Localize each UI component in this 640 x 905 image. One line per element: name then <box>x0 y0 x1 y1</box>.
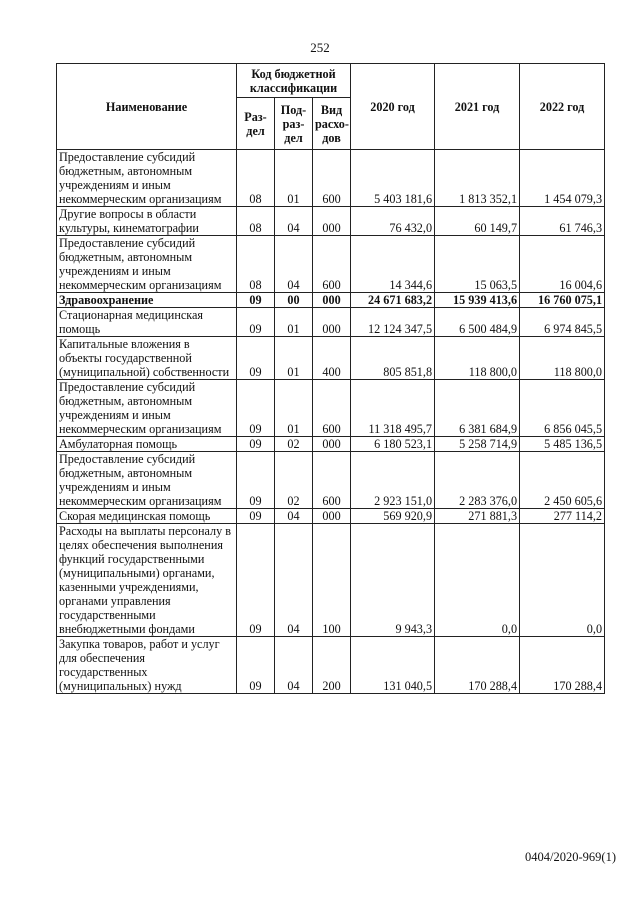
row-2022-cell: 118 800,0 <box>520 337 605 380</box>
row-name-cell: Предоставление субсидий бюджетным, автономным учреждениям и иным некоммерческим организациям <box>57 380 237 437</box>
row-name-cell: Капитальные вложения в объекты государственной (муниципальной) собственности <box>57 337 237 380</box>
column-header-2020: 2020 год <box>351 64 435 150</box>
row-section-cell: 09 <box>237 337 275 380</box>
row-subsection-cell: 04 <box>275 637 313 694</box>
row-subsection-cell: 00 <box>275 293 313 308</box>
row-2022-cell: 170 288,4 <box>520 637 605 694</box>
row-expense-type-cell: 600 <box>313 452 351 509</box>
row-2021-cell: 15 939 413,6 <box>435 293 520 308</box>
row-2021-cell: 271 881,3 <box>435 509 520 524</box>
row-section-cell: 08 <box>237 236 275 293</box>
row-expense-type-cell: 100 <box>313 524 351 637</box>
row-expense-type-cell: 400 <box>313 337 351 380</box>
row-2020-cell: 11 318 495,7 <box>351 380 435 437</box>
row-2020-cell: 14 344,6 <box>351 236 435 293</box>
row-section-cell: 09 <box>237 637 275 694</box>
row-subsection-cell: 01 <box>275 380 313 437</box>
row-2022-cell: 5 485 136,5 <box>520 437 605 452</box>
table-row <box>57 452 605 509</box>
table-row <box>57 308 605 337</box>
row-name-cell: Предоставление субсидий бюджетным, автономным учреждениям и иным некоммерческим организациям <box>57 236 237 293</box>
row-2021-cell: 0,0 <box>435 524 520 637</box>
row-2020-cell: 6 180 523,1 <box>351 437 435 452</box>
row-2021-cell: 1 813 352,1 <box>435 150 520 207</box>
table-row <box>57 380 605 437</box>
row-section-cell: 09 <box>237 509 275 524</box>
row-2021-cell: 170 288,4 <box>435 637 520 694</box>
row-2022-cell: 61 746,3 <box>520 207 605 236</box>
row-2022-cell: 0,0 <box>520 524 605 637</box>
column-header-section: Раз- дел <box>237 98 275 150</box>
table-row <box>57 236 605 293</box>
table-row <box>57 637 605 694</box>
row-subsection-cell: 01 <box>275 308 313 337</box>
row-name-cell: Закупка товаров, работ и услуг для обеспечения государственных (муниципальных) нужд <box>57 637 237 694</box>
row-2021-cell: 118 800,0 <box>435 337 520 380</box>
row-name-cell: Другие вопросы в области культуры, кинематографии <box>57 207 237 236</box>
budget-table <box>56 63 605 694</box>
table-row <box>57 337 605 380</box>
row-name-cell: Предоставление субсидий бюджетным, автономным учреждениям и иным некоммерческим организациям <box>57 150 237 207</box>
row-section-cell: 09 <box>237 308 275 337</box>
row-2020-cell: 131 040,5 <box>351 637 435 694</box>
row-section-cell: 09 <box>237 437 275 452</box>
row-2022-cell: 1 454 079,3 <box>520 150 605 207</box>
row-2022-cell: 16 760 075,1 <box>520 293 605 308</box>
table-row <box>57 207 605 236</box>
row-subsection-cell: 04 <box>275 207 313 236</box>
row-name-cell: Расходы на выплаты персоналу в целях обеспечения выполнения функций государственными (муниципальными) органами, казенными учреждениями, органами управления государственными внебюджетными фондами <box>57 524 237 637</box>
row-expense-type-cell: 000 <box>313 437 351 452</box>
row-name-cell: Скорая медицинская помощь <box>57 509 237 524</box>
row-expense-type-cell: 000 <box>313 293 351 308</box>
row-2021-cell: 2 283 376,0 <box>435 452 520 509</box>
row-2022-cell: 2 450 605,6 <box>520 452 605 509</box>
row-subsection-cell: 04 <box>275 509 313 524</box>
row-2020-cell: 805 851,8 <box>351 337 435 380</box>
row-2020-cell: 12 124 347,5 <box>351 308 435 337</box>
row-expense-type-cell: 600 <box>313 150 351 207</box>
table-row <box>57 150 605 207</box>
row-name-cell: Амбулаторная помощь <box>57 437 237 452</box>
row-2022-cell: 277 114,2 <box>520 509 605 524</box>
column-header-name: Наименование <box>57 64 237 150</box>
table-header-row <box>57 64 605 98</box>
row-2020-cell: 5 403 181,6 <box>351 150 435 207</box>
column-header-subsection: Под- раз- дел <box>275 98 313 150</box>
row-2020-cell: 24 671 683,2 <box>351 293 435 308</box>
table-body <box>57 150 605 694</box>
row-2020-cell: 569 920,9 <box>351 509 435 524</box>
row-2021-cell: 6 500 484,9 <box>435 308 520 337</box>
row-expense-type-cell: 000 <box>313 509 351 524</box>
row-2021-cell: 15 063,5 <box>435 236 520 293</box>
row-expense-type-cell: 600 <box>313 236 351 293</box>
row-subsection-cell: 02 <box>275 437 313 452</box>
row-section-cell: 09 <box>237 452 275 509</box>
document-number: 0404/2020-969(1) <box>525 850 616 864</box>
row-2022-cell: 6 974 845,5 <box>520 308 605 337</box>
row-subsection-cell: 04 <box>275 524 313 637</box>
row-section-cell: 09 <box>237 524 275 637</box>
row-subsection-cell: 04 <box>275 236 313 293</box>
row-subsection-cell: 01 <box>275 337 313 380</box>
column-header-2021: 2021 год <box>435 64 520 150</box>
row-2022-cell: 16 004,6 <box>520 236 605 293</box>
row-2021-cell: 6 381 684,9 <box>435 380 520 437</box>
row-2020-cell: 2 923 151,0 <box>351 452 435 509</box>
row-expense-type-cell: 000 <box>313 308 351 337</box>
row-name-cell: Предоставление субсидий бюджетным, автономным учреждениям и иным некоммерческим организациям <box>57 452 237 509</box>
table-row <box>57 293 605 308</box>
row-subsection-cell: 02 <box>275 452 313 509</box>
row-section-cell: 09 <box>237 293 275 308</box>
row-section-cell: 08 <box>237 207 275 236</box>
row-section-cell: 08 <box>237 150 275 207</box>
row-subsection-cell: 01 <box>275 150 313 207</box>
row-2021-cell: 60 149,7 <box>435 207 520 236</box>
row-2021-cell: 5 258 714,9 <box>435 437 520 452</box>
column-header-expense-type: Вид расхо- дов <box>313 98 351 150</box>
row-2020-cell: 9 943,3 <box>351 524 435 637</box>
table-row <box>57 437 605 452</box>
table-row <box>57 509 605 524</box>
row-2020-cell: 76 432,0 <box>351 207 435 236</box>
row-2022-cell: 6 856 045,5 <box>520 380 605 437</box>
row-name-cell: Стационарная медицинская помощь <box>57 308 237 337</box>
row-expense-type-cell: 600 <box>313 380 351 437</box>
row-section-cell: 09 <box>237 380 275 437</box>
column-header-2022: 2022 год <box>520 64 605 150</box>
table-row <box>57 524 605 637</box>
column-header-code-group: Код бюджетной классификации <box>237 64 351 98</box>
page-number: 252 <box>310 40 330 55</box>
row-name-cell: Здравоохранение <box>57 293 237 308</box>
row-expense-type-cell: 000 <box>313 207 351 236</box>
row-expense-type-cell: 200 <box>313 637 351 694</box>
